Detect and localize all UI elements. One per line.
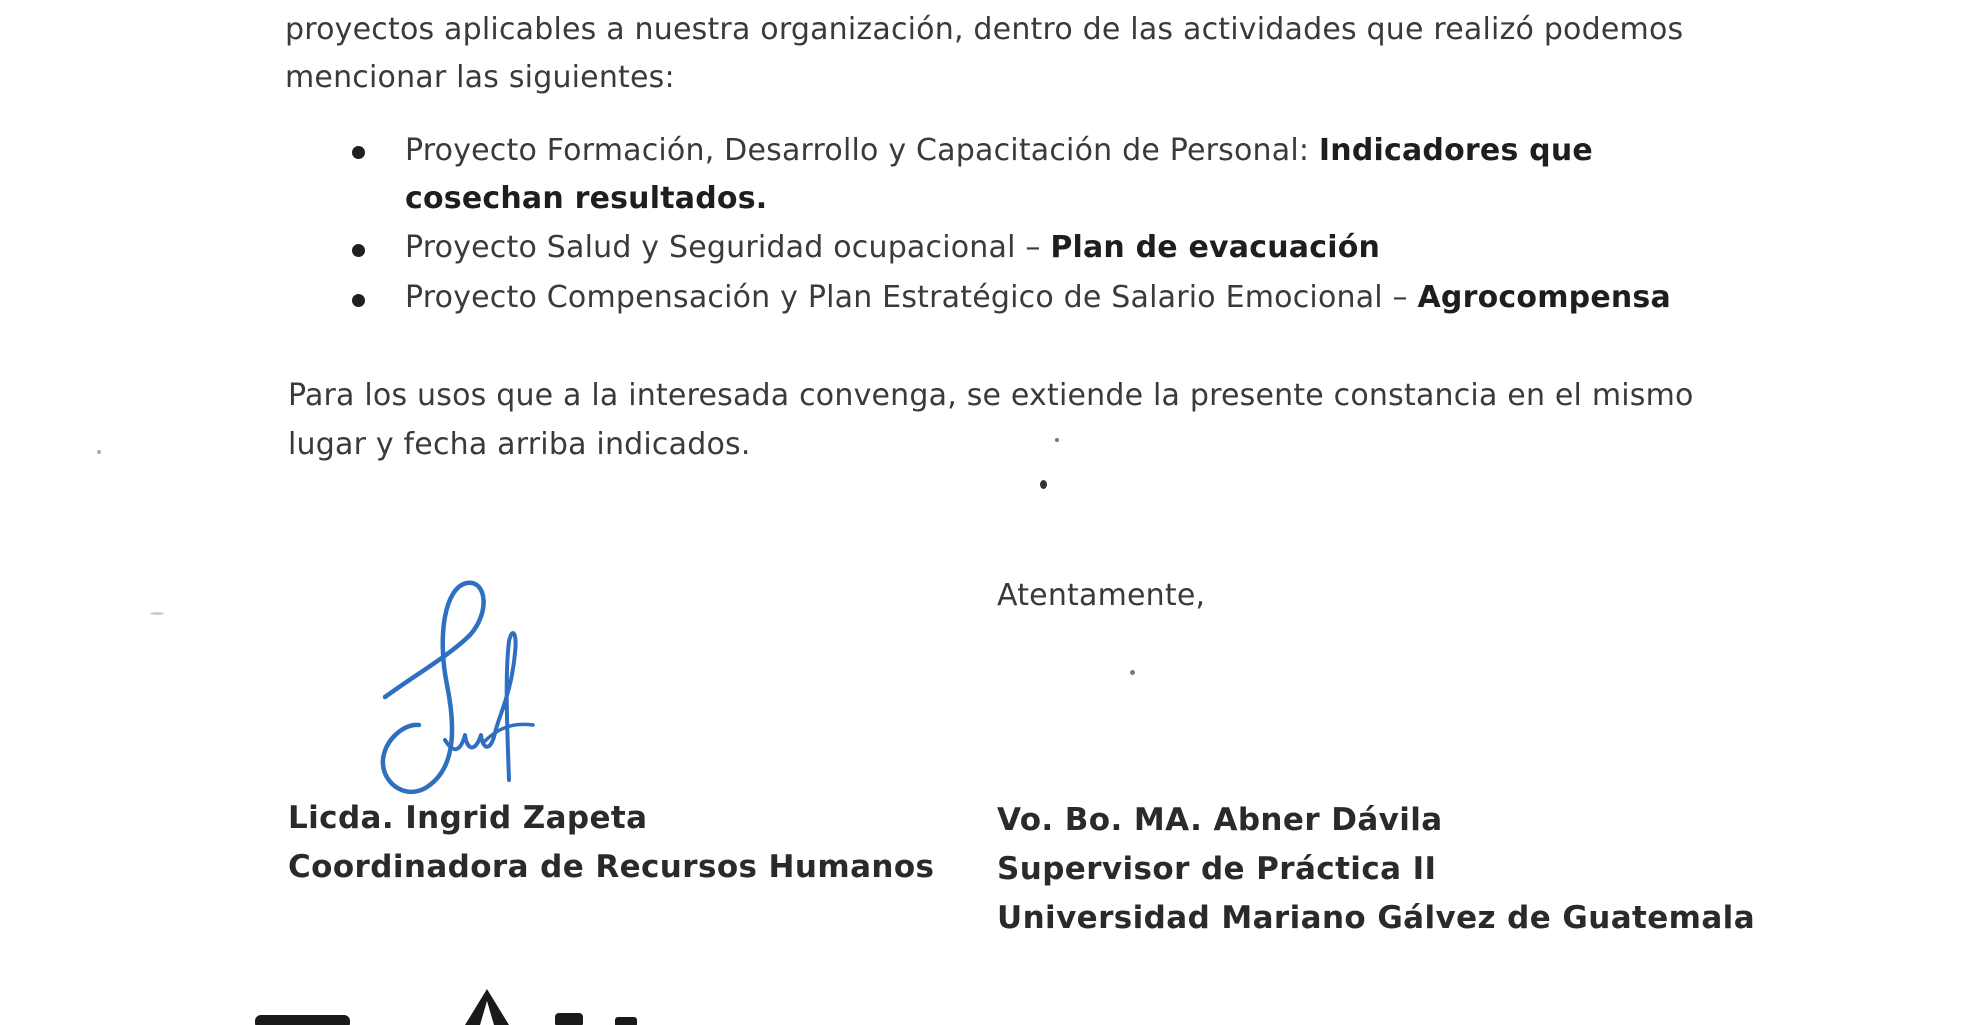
bullet-icon: [352, 294, 365, 307]
left-signatory-name: Licda. Ingrid Zapeta: [288, 800, 648, 836]
right-signatory-name: Vo. Bo. MA. Abner Dávila: [997, 802, 1443, 838]
scan-speck: [150, 612, 164, 615]
project-item-2: [405, 230, 1380, 265]
left-signatory-title: Coordinadora de Recursos Humanos: [288, 849, 935, 885]
closing-line-1: Para los usos que a la interesada convenga, se extiende la presente constancia en el mismo: [288, 378, 1694, 413]
project-item-3: [405, 280, 1671, 315]
salutation: Atentamente,: [997, 578, 1206, 613]
intro-line-2: mencionar las siguientes:: [285, 60, 675, 95]
project-item-3-highlight: Agrocompensa: [1417, 280, 1671, 315]
scan-speck: [97, 450, 101, 454]
handwritten-signature: [375, 575, 575, 820]
right-signatory-title: Supervisor de Práctica II: [997, 851, 1437, 887]
bullet-icon: [352, 146, 365, 159]
project-item-1-highlight-cont: cosechan resultados.: [405, 181, 768, 216]
right-signatory-institution: Universidad Mariano Gálvez de Guatemala: [997, 900, 1756, 936]
scan-speck: [1130, 670, 1135, 675]
project-item-1: [405, 133, 1593, 168]
bullet-icon: [352, 244, 365, 257]
intro-line-1: proyectos aplicables a nuestra organización, dentro de las actividades que realizó podemos: [285, 12, 1684, 47]
project-item-3-text: Proyecto Compensación y Plan Estratégico de Salario Emocional –: [405, 280, 1418, 315]
project-item-1-highlight: Indicadores que: [1318, 133, 1593, 168]
project-item-1-text: Proyecto Formación, Desarrollo y Capacitación de Personal:: [405, 133, 1319, 168]
project-item-2-highlight: Plan de evacuación: [1050, 230, 1381, 265]
closing-line-2: lugar y fecha arriba indicados.: [288, 427, 751, 462]
company-logo-partial: [255, 985, 715, 1025]
scan-speck: [1055, 438, 1059, 442]
scan-speck: [1040, 480, 1047, 489]
project-item-2-text: Proyecto Salud y Seguridad ocupacional –: [405, 230, 1051, 265]
